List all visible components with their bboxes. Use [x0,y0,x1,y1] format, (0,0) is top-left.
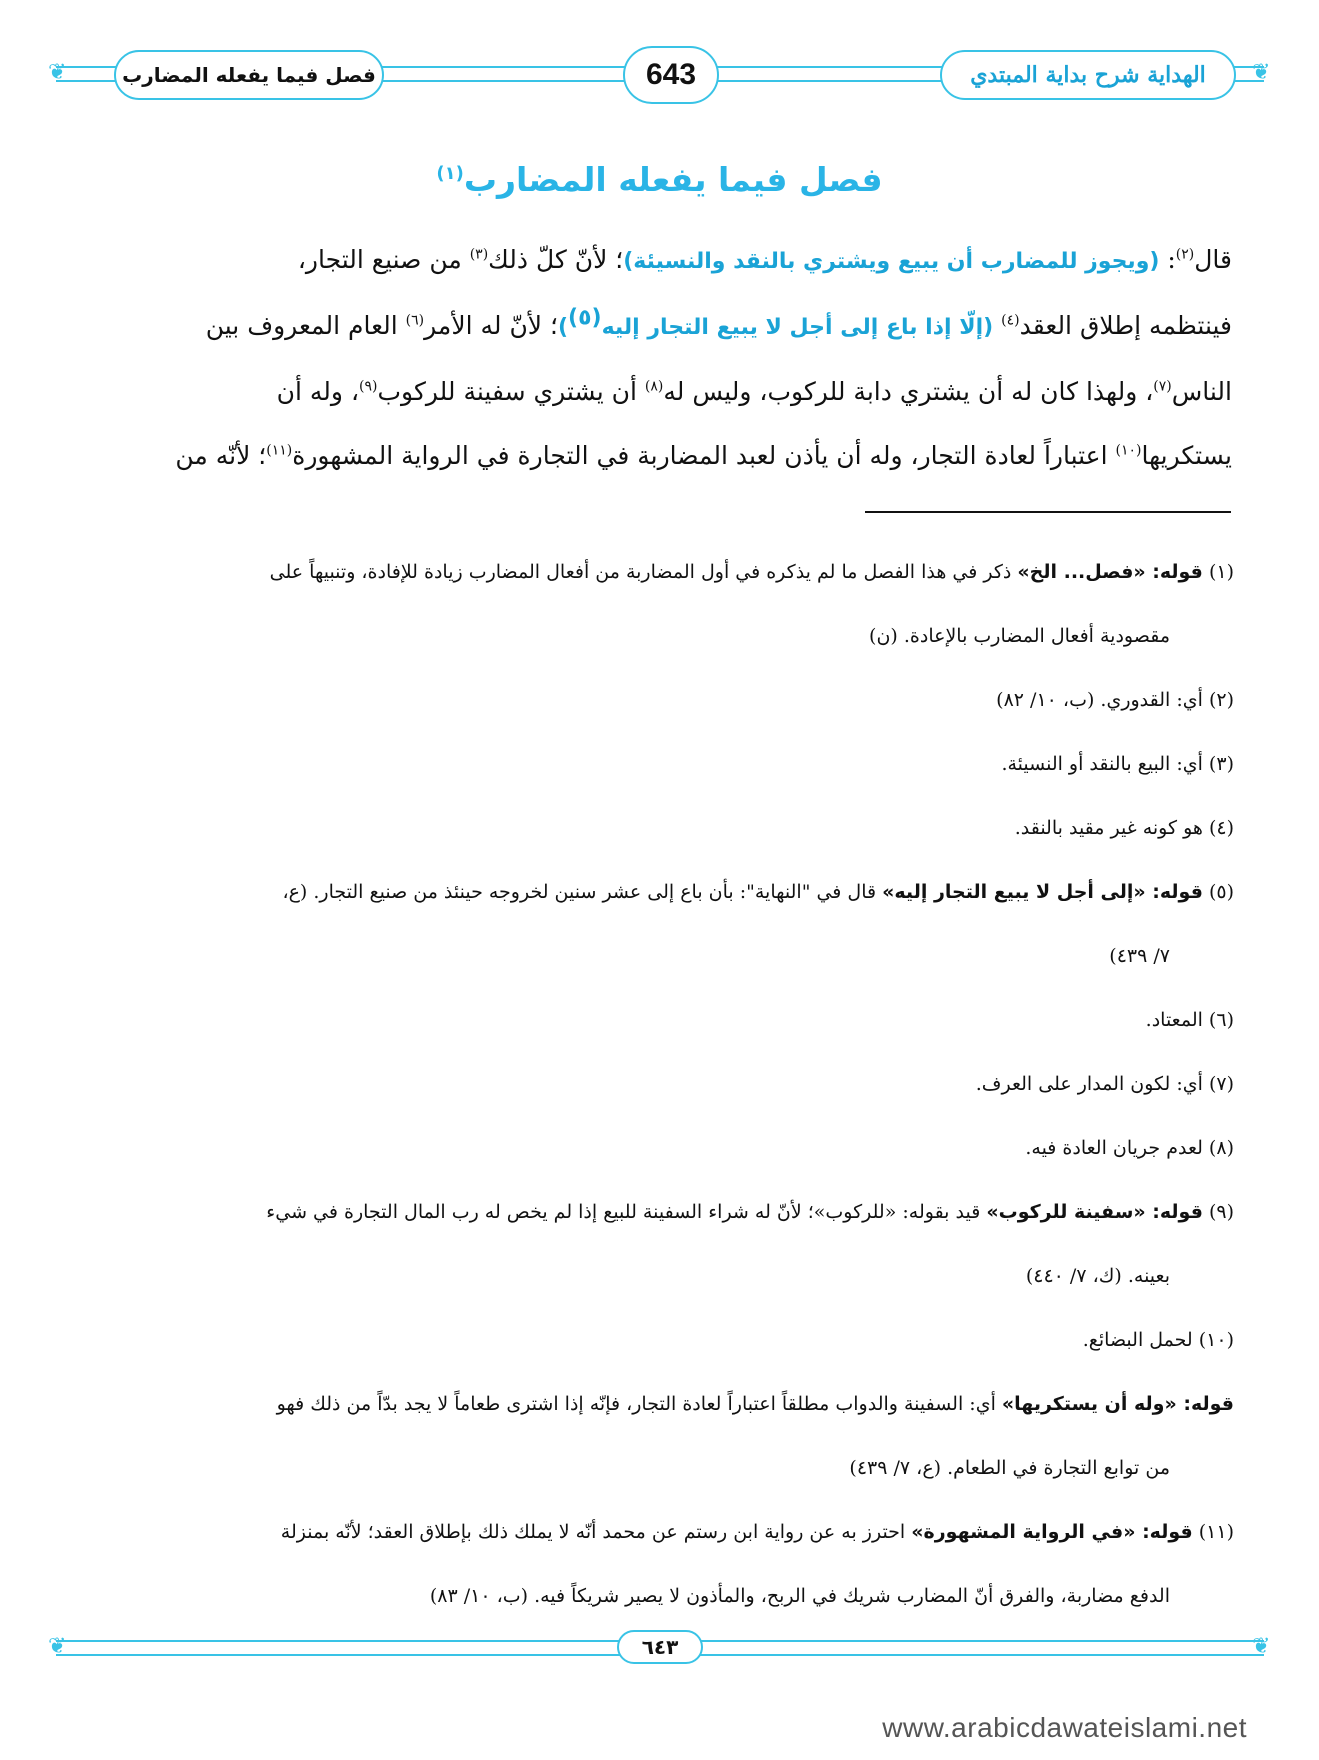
fn1-num: (١) [1208,561,1234,583]
footer-page-number: ٦٤٣ [617,1630,703,1664]
ref-7: (٧) [1153,378,1172,395]
main-line-4 [96,424,1232,488]
footnote-1-cont: مقصودية أفعال المضارب بالإعادة. (ن) [869,625,1170,647]
main-line-1 [96,228,1232,294]
fn11-num: (١١) [1198,1521,1234,1543]
t3a: الناس [1171,377,1232,406]
fn5-label: قوله: «إلى أجل لا يبيع التجار إليه» [882,881,1203,903]
website-url[interactable]: www.arabicdawateislami.net [882,1712,1247,1743]
footnote-1 [96,540,1234,604]
t2b [993,311,1001,340]
t3c: أن يشتري سفينة للركوب [377,377,645,406]
footnote-2: (٢) أي: القدوري. (ب، ١٠/ ٨٢) [996,689,1234,711]
highlight-1: (ويجوز للمضارب أن يبيع ويشتري بالنقد والنسيئة) [623,249,1160,274]
fn10b-label: قوله: «وله أن يستكريها» [1001,1393,1234,1415]
highlight-2: (إلّا إذا باع إلى أجل لا يبيع التجار إليه [601,315,994,340]
t1a: قال [1194,245,1232,274]
fn1-text: ذكر في هذا الفصل ما لم يذكره في أول المضاربة من أفعال المضارب زيادة للإفادة، وتنبيهاً على [269,561,1018,583]
footnote-7: (٧) أي: لكون المدار على العرف. [975,1073,1234,1095]
t2a: فينتظمه إطلاق العقد [1019,311,1232,340]
ref-3: (٣) [469,246,489,263]
highlight-2-close: ) [557,315,569,340]
footnote-6: (٦) المعتاد. [1145,1009,1234,1031]
page-number-box [623,46,719,104]
ref-9: (٩) [359,378,378,395]
header-page-number: 643 [645,58,697,91]
fn5-num: (٥) [1208,881,1234,903]
main-line-2 [96,294,1232,360]
fn9-label: قوله: «سفينة للركوب» [986,1201,1203,1223]
section-title [0,160,1319,199]
footnote-11-cont: الدفع مضاربة، والفرق أنّ المضارب شريك في الربح، والمأذون لا يصير شريكاً فيه. (ب، ١٠/ ٨٣) [429,1585,1170,1607]
t3d: ، وله أن [276,377,360,406]
ref-10: (١٠) [1115,442,1142,459]
fn9-num: (٩) [1208,1201,1234,1223]
footnote-11 [96,1500,1234,1564]
t4a: يستكريها [1141,441,1232,470]
footnote-3: (٣) أي: البيع بالنقد أو النسيئة. [1001,753,1234,775]
fn10b-text: أي: السفينة والدواب مطلقاً اعتباراً لعادة التجار، فإنّه إذا اشترى طعاماً لا يجد بدّاً من ذلك فهو [276,1393,1002,1415]
t1e: من صنيع التجار، [297,245,470,274]
header-book-title: الهداية شرح بداية المبتدي [970,62,1206,88]
section-title-text: فصل فيما يفعله المضارب [463,160,883,199]
right-ornament-icon: ❦ [1252,60,1271,85]
footnote-9-cont: بعينه. (ك، ٧/ ٤٤٠) [1025,1265,1170,1287]
ref-6: (٦) [405,312,425,329]
footer-left-ornament-icon: ❦ [48,1634,67,1659]
t3b: ، ولهذا كان له أن يشتري دابة للركوب، وليس له [663,377,1154,406]
t1b: : [1159,245,1176,274]
footer-right-ornament-icon: ❦ [1252,1634,1271,1659]
ref-4: (٤) [1001,312,1020,329]
left-ornament-icon: ❦ [48,60,67,85]
main-text [96,228,1232,488]
ref-5: (٥) [568,305,602,331]
t1d: ؛ لأنّ كلّ ذلك [488,245,624,274]
footnote-10: (١٠) لحمل البضائع. [1082,1329,1234,1351]
footnote-4: (٤) هو كونه غير مقيد بالنقد. [1014,817,1234,839]
footnote-9 [96,1180,1234,1244]
footnote-10b-cont: من توابع التجارة في الطعام. (ع، ٧/ ٤٣٩) [849,1457,1170,1479]
footnotes [96,540,1234,1628]
fn1-label: قوله: «فصل... الخ» [1017,561,1203,583]
fn11-label: قوله: «في الرواية المشهورة» [911,1521,1193,1543]
fn11-text: احترز به عن رواية ابن رستم عن محمد أنّه لا يملك ذلك بإطلاق العقد؛ لأنّه بمنزلة [280,1521,912,1543]
ref-11: (١١) [266,442,293,459]
header-chapter-title: فصل فيما يفعله المضارب [122,63,376,87]
fn5-text: قال في "النهاية": بأن باع إلى عشر سنين لخروجه حينئذ من صنيع التجار. (ع، [282,881,883,903]
footnote-10b [96,1372,1234,1436]
footnote-8: (٨) لعدم جريان العادة فيه. [1025,1137,1234,1159]
footnote-divider [865,511,1231,513]
ref-8: (٨) [644,378,664,395]
ref-2: (٢) [1175,246,1195,263]
footnote-5 [96,860,1234,924]
t2f: العام المعروف بين [205,311,406,340]
section-title-ref: (١) [436,163,464,184]
footnote-5-cont: ٧/ ٤٣٩) [1109,945,1170,967]
chapter-title-box [114,50,384,100]
t4b: اعتباراً لعادة التجار، وله أن يأذن لعبد المضاربة في التجارة في الرواية المشهورة [292,441,1116,470]
book-title-box [940,50,1236,100]
fn9-text: قيد بقوله: «للركوب»؛ لأنّ له شراء السفينة للبيع إذا لم يخص له رب المال التجارة في شيء [266,1201,987,1223]
t2e: ؛ لأنّ له الأمر [424,311,558,340]
t4c: ؛ لأنّه من [175,441,267,470]
main-line-3 [96,360,1232,424]
